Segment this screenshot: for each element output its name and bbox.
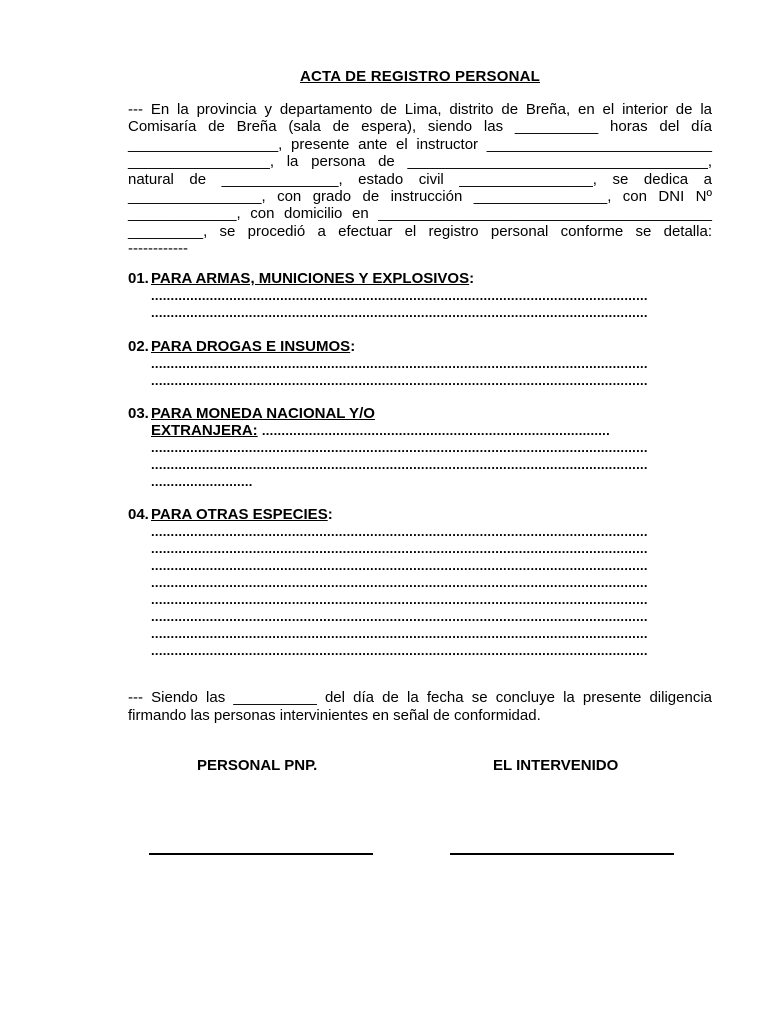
section-title: PARA OTRAS ESPECIES: [151, 506, 328, 523]
dotted-line: ...............................................................................................................................: [151, 373, 648, 388]
signature-label-pnp: PERSONAL PNP.: [197, 757, 318, 774]
section-heading: [128, 405, 718, 422]
intro-line: _________________, la persona de ____________________________________,: [128, 153, 712, 171]
signature-line-intervenido: [450, 853, 674, 855]
dotted-line: ...............................................................................................................................: [151, 457, 648, 472]
section-heading: [128, 270, 718, 287]
section-title: PARA MONEDA NACIONAL Y/O: [151, 405, 375, 422]
section-otras-especies: [128, 506, 718, 659]
section-drogas: [128, 338, 718, 389]
section-colon: :: [469, 270, 475, 287]
section-title-line2: EXTRANJERA:: [151, 422, 258, 439]
dotted-line: ...............................................................................................................................: [151, 626, 648, 641]
intro-line: --- En la provincia y departamento de Lima, distrito de Breña, en el interior de la: [128, 101, 712, 118]
section-number: 01.: [128, 270, 149, 287]
section-heading: [128, 338, 718, 355]
section-title: PARA ARMAS, MUNICIONES Y EXPLOSIVOS: [151, 270, 470, 287]
intro-line: ------------: [128, 240, 188, 258]
dotted-line: ...............................................................................................................................: [151, 305, 648, 320]
section-armas: [128, 270, 718, 321]
intro-line: __________________, presente ante el instructor ___________________________: [128, 135, 712, 153]
closing-paragraph: --- Siendo las __________ del día de la fecha se concluye la presente diligencia firmando las personas intervinientes en señal de conformidad.: [128, 689, 712, 724]
section-number: 03.: [128, 405, 149, 422]
dotted-line: ...............................................................................................................................: [151, 440, 648, 455]
dotted-line: ...............................................................................................................................: [151, 558, 648, 573]
intro-line: Comisaría de Breña (sala de espera), siendo las __________ horas del día: [128, 118, 712, 136]
dotted-line: .........................................................................................: [261, 423, 611, 438]
dotted-line: ...............................................................................................................................: [151, 643, 648, 658]
intro-line: ________________, con grado de instrucción ________________, con DNI Nº: [128, 188, 712, 206]
dotted-line: ...............................................................................................................................: [151, 541, 648, 556]
intro-line: _________, se procedió a efectuar el registro personal conforme se detalla:: [128, 222, 712, 240]
section-moneda: [128, 405, 718, 490]
intro-paragraph: [128, 101, 712, 258]
document-title: ACTA DE REGISTRO PERSONAL: [299, 68, 540, 85]
section-title: PARA DROGAS E INSUMOS: [151, 338, 351, 355]
section-number: 02.: [128, 338, 149, 355]
dotted-line: ...............................................................................................................................: [151, 575, 648, 590]
intro-line: natural de ______________, estado civil ________________, se dedica a: [128, 170, 712, 188]
signature-line-pnp: [149, 853, 373, 855]
section-heading-line2: [151, 422, 718, 439]
dotted-line: ..........................: [151, 474, 253, 489]
section-colon: :: [327, 506, 333, 523]
section-number: 04.: [128, 506, 149, 523]
intro-line: _____________, con domicilio en ________________________________________: [128, 205, 712, 223]
dotted-line: ...............................................................................................................................: [151, 609, 648, 624]
dotted-line: ...............................................................................................................................: [151, 356, 648, 371]
dotted-line: ...............................................................................................................................: [151, 592, 648, 607]
section-heading: [128, 506, 718, 523]
section-colon: :: [350, 338, 356, 355]
dotted-line: ...............................................................................................................................: [151, 524, 648, 539]
signature-label-intervenido: EL INTERVENIDO: [493, 757, 619, 774]
dotted-line: ...............................................................................................................................: [151, 288, 648, 303]
